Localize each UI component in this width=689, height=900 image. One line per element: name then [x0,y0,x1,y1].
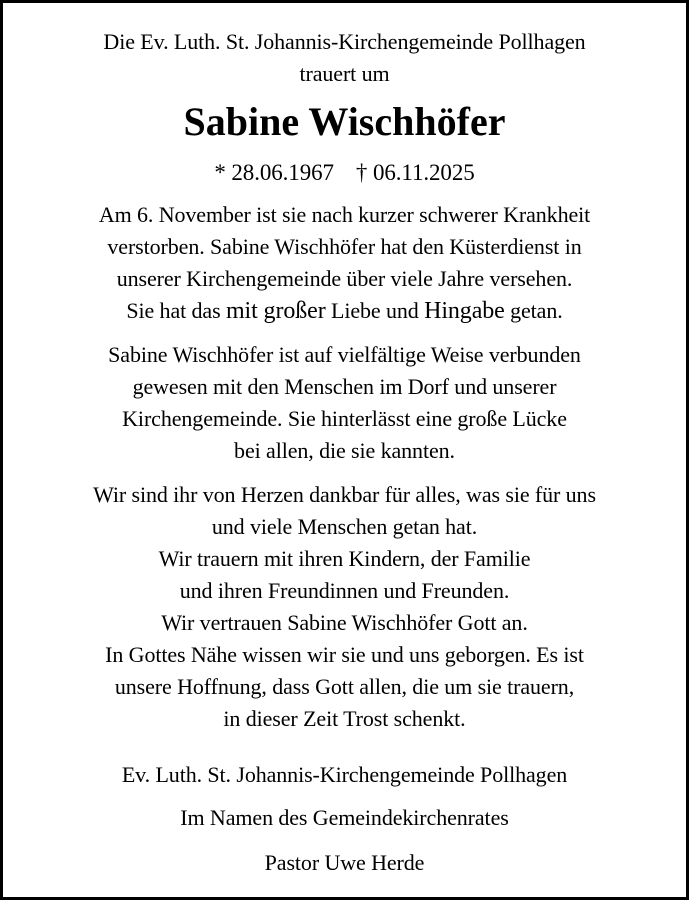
paragraph3-line1: Wir sind ihr von Herzen dankbar für alles, was sie für uns [93,482,596,507]
paragraph2-line4: bei allen, die sie kannten. [234,438,455,463]
deceased-name: Sabine Wischhöfer [183,99,506,144]
header-mourns: trauert um [299,61,390,86]
death-date: † 06.11.2025 [355,160,475,185]
paragraph2-line3: Kirchengemeinde. Sie hinterlässt eine große Lücke [122,406,567,431]
paragraph3-line2: und viele Menschen getan hat. [211,514,478,539]
paragraph3-line6: In Gottes Nähe wissen wir sie und uns geborgen. Es ist [105,642,584,667]
paragraph1-line3: unserer Kirchengemeinde über viele Jahre versehen. [116,266,573,291]
paragraph3-line8: in dieser Zeit Trost schenkt. [223,706,466,731]
paragraph1-line1: Am 6. November ist sie nach kurzer schwerer Krankheit [98,202,591,227]
paragraph1-line4-part5: getan. [504,298,563,323]
paragraph1-line2: verstorben. Sabine Wischhöfer hat den Küsterdienst in [107,234,582,259]
birth-date: * 28.06.1967 [214,160,334,185]
paragraph2-line1: Sabine Wischhöfer ist auf vielfältige Weise verbunden [108,342,581,367]
paragraph3-line3: Wir trauern mit ihren Kindern, der Familie [158,546,531,571]
signature-pastor: Pastor Uwe Herde [264,850,425,875]
paragraph3-line5: Wir vertrauen Sabine Wischhöfer Gott an. [161,610,528,635]
paragraph3-line4: und ihren Freundinnen und Freunden. [179,578,510,603]
header-congregation: Die Ev. Luth. St. Johannis-Kirchengemeinde Pollhagen [103,29,586,54]
life-dates [0,160,689,186]
signature-congregation: Ev. Luth. St. Johannis-Kirchengemeinde Pollhagen [121,762,568,787]
signature-council: Im Namen des Gemeindekirchenrates [180,805,509,830]
paragraph2-line2: gewesen mit den Menschen im Dorf und unserer [132,374,557,399]
paragraph1-line4-part3: Liebe und [325,298,425,323]
paragraph3-line7: unsere Hoffnung, dass Gott allen, die um sie trauern, [114,674,575,699]
paragraph1-line4-part4: Hingabe [424,298,505,324]
paragraph1-line4 [0,298,689,324]
paragraph1-line4-part2: mit großer [225,298,326,324]
paragraph1-line4-part1: Sie hat das [126,298,226,323]
